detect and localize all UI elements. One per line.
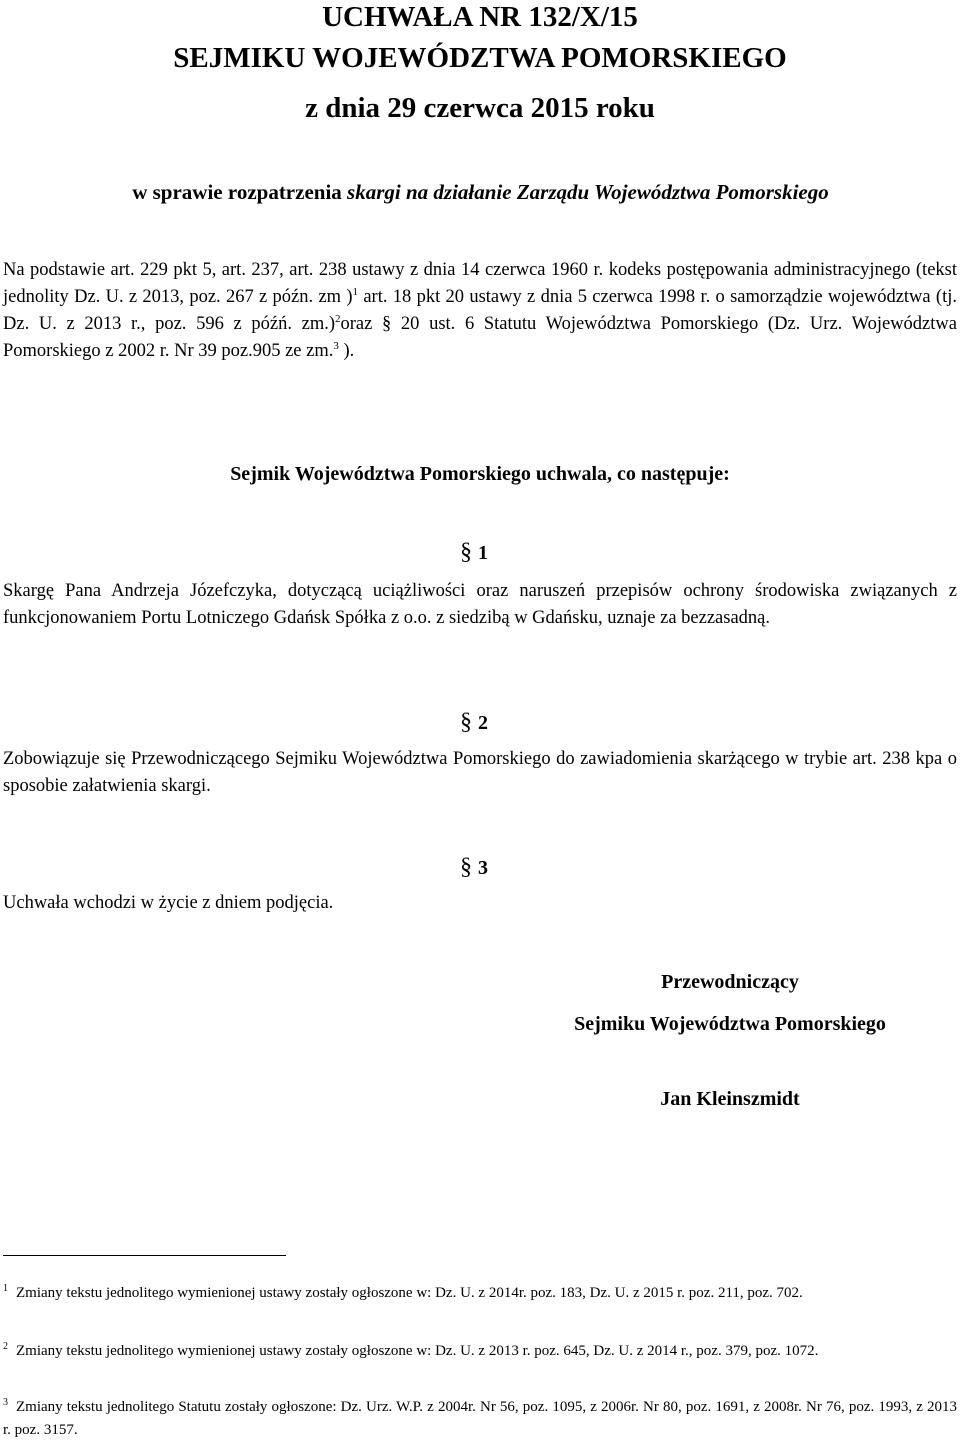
subject-prefix: w sprawie rozpatrzenia	[132, 180, 348, 204]
resolution-title: UCHWAŁA NR 132/X/15	[322, 1, 638, 33]
footnote-number: 1	[3, 1283, 8, 1294]
footnote-text: Zmiany tekstu jednolitego wymienionej ustawy zostały ogłoszone w: Dz. U. z 2014r. poz. 183, Dz. U. z 2015 r. poz. 211, poz. 702.	[16, 1285, 803, 1301]
signatory-name: Jan Kleinszmidt	[660, 1088, 800, 1110]
section-number: 3	[478, 857, 488, 879]
section-mark: §	[460, 539, 472, 565]
footnote	[3, 1282, 957, 1305]
footnote	[3, 1396, 957, 1442]
section-number: 2	[478, 712, 488, 734]
signatory-body: Sejmiku Województwa Pomorskiego	[574, 1013, 886, 1035]
issuing-body-title: SEJMIKU WOJEWÓDZTWA POMORSKIEGO	[173, 42, 787, 74]
section-text-1: Skargę Pana Andrzeja Józefczyka, dotyczącą uciążliwości oraz naruszeń przepisów ochrony środowiska związanych z funkcjonowaniem Portu Lotniczego Gdańsk Spółka z o.o. z siedzibą w Gdańsku, uznaje za bezzasadną.	[3, 581, 957, 628]
section-mark: §	[460, 854, 472, 880]
signatory-role: Przewodniczący	[661, 971, 799, 993]
subject-italic: skargi na działanie Zarządu Województwa Pomorskiego	[347, 180, 829, 204]
section-text-2: Zobowiązuje się Przewodniczącego Sejmiku Województwa Pomorskiego do zawiadomienia skarżącego w trybie art. 238 kpa o sposobie załatwienia skargi.	[3, 749, 957, 796]
legal-basis-part3: oraz § 20 ust. 6 Statutu Województwa Pomorskiego (Dz. Urz. Województwa Pomorskiego z 2002 r. Nr 39 poz.905 ze zm.	[3, 314, 957, 361]
decree-statement: Sejmik Województwa Pomorskiego uchwala, co następuje:	[230, 463, 730, 485]
footnote-divider	[3, 1255, 286, 1256]
section-mark: §	[460, 709, 472, 735]
footnote-ref-3: 3	[333, 339, 339, 352]
footnote-number: 3	[3, 1397, 8, 1408]
legal-basis-part2: art. 18 pkt 20 ustawy z dnia 5 czerwca 1998 r. o samorządzie województwa (tj. Dz. U. z 2013 r., poz. 596 z późń. zm.)	[3, 287, 957, 334]
footnote-ref-2: 2	[335, 312, 341, 325]
footnote-ref-1: 1	[352, 285, 359, 298]
footnote-text: Zmiany tekstu jednolitego wymienionej ustawy zostały ogłoszone w: Dz. U. z 2013 r. poz. 645, Dz. U. z 2014 r., poz. 379, poz. 1072.	[16, 1343, 819, 1359]
footnote-number: 2	[3, 1341, 8, 1352]
section-heading-3	[460, 854, 520, 881]
legal-basis-paragraph	[3, 257, 957, 365]
section-text-3: Uchwała wchodzi w życie z dniem podjęcia.	[3, 893, 334, 913]
legal-basis-part4: ).	[338, 341, 355, 361]
footnote-text: Zmiany tekstu jednolitego Statutu zostały ogłoszone: Dz. Urz. W.P. z 2004r. Nr 56, poz. 1095, z 2006r. Nr 80, poz. 1691, z 2008r. Nr 76, poz. 1993, z 2013 r. poz. 3157.	[3, 1399, 957, 1438]
section-number: 1	[478, 542, 488, 564]
section-heading-2	[460, 709, 520, 736]
footnote	[3, 1340, 957, 1363]
section-heading-1	[460, 539, 520, 566]
legal-basis-part1: Na podstawie art. 229 pkt 5, art. 237, art. 238 ustawy z dnia 14 czerwca 1960 r. kodeks postępowania administracyjnego (tekst jednolity Dz. U. z 2013, poz. 267 z późn. zm )	[3, 260, 957, 307]
resolution-subject	[3, 178, 958, 206]
resolution-date: z dnia 29 czerwca 2015 roku	[305, 92, 655, 124]
